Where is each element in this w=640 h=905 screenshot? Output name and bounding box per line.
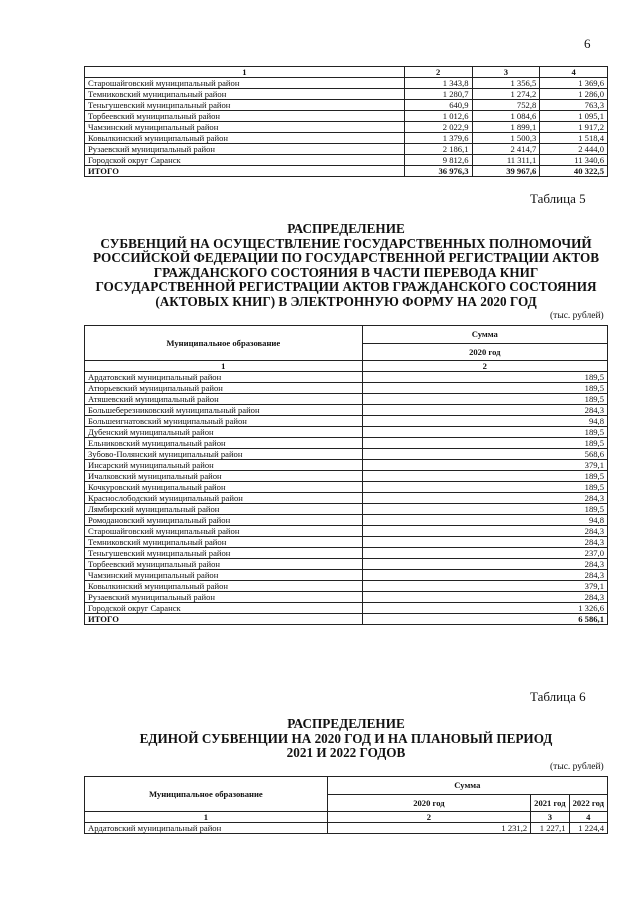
table5-heading-line: (АКТОВЫХ КНИГ) В ЭЛЕКТРОННУЮ ФОРМУ НА 2020 ГОД xyxy=(155,293,537,309)
amount-cell: 640,9 xyxy=(404,100,472,111)
amount-cell: 284,3 xyxy=(362,570,607,581)
table-row xyxy=(85,144,608,155)
amount-cell: 284,3 xyxy=(362,405,607,416)
municipality-name: Лямбирский муниципальный район xyxy=(85,504,363,515)
page-number: 6 xyxy=(584,36,591,51)
total-row xyxy=(85,614,608,625)
table-row xyxy=(85,427,608,438)
table5-col-year: 2020 год xyxy=(362,343,607,361)
table-row xyxy=(85,471,608,482)
municipality-name: Инсарский муниципальный район xyxy=(85,460,363,471)
table-row xyxy=(85,372,608,383)
table-row xyxy=(85,515,608,526)
municipality-name: Атяшевский муниципальный район xyxy=(85,394,363,405)
amount-cell: 2 022,9 xyxy=(404,122,472,133)
table6-col-num: 2 xyxy=(327,812,530,823)
amount-cell: 1 343,8 xyxy=(404,78,472,89)
municipality-name: Ардатовский муниципальный район xyxy=(85,372,363,383)
amount-cell: 9 812,6 xyxy=(404,155,472,166)
table5-heading-line: РОССИЙСКОЙ ФЕДЕРАЦИИ ПО ГОСУДАРСТВЕННОЙ РЕГИСТРАЦИИ АКТОВ xyxy=(92,250,600,266)
table5-heading xyxy=(84,222,608,310)
amount-cell: 189,5 xyxy=(362,471,607,482)
table-row xyxy=(85,460,608,471)
continuation-table xyxy=(84,66,608,177)
table5-label: Таблица 5 xyxy=(530,191,586,206)
amount-cell: 1 379,6 xyxy=(404,133,472,144)
municipality-name: Рузаевский муниципальный район xyxy=(85,144,405,155)
amount-cell: 94,8 xyxy=(362,416,607,427)
table-row xyxy=(85,100,608,111)
municipality-name: Краснослободский муниципальный район xyxy=(85,493,363,504)
table-row xyxy=(85,581,608,592)
municipality-name: Торбеевский муниципальный район xyxy=(85,559,363,570)
table-row xyxy=(85,526,608,537)
amount-cell: 284,3 xyxy=(362,526,607,537)
amount-cell: 1 518,4 xyxy=(540,133,608,144)
amount-cell: 189,5 xyxy=(362,427,607,438)
amount-cell: 1 012,6 xyxy=(404,111,472,122)
table5-col-municipality: Муниципальное образование xyxy=(85,326,363,361)
municipality-name: Ельниковский муниципальный район xyxy=(85,438,363,449)
table5-heading-line: ГОСУДАРСТВЕННОЙ РЕГИСТРАЦИИ АКТОВ ГРАЖДАНСКОГО СОСТОЯНИЯ xyxy=(95,279,597,295)
municipality-name: Большеигнатовский муниципальный район xyxy=(85,416,363,427)
table5-heading-line: РАСПРЕДЕЛЕНИЕ xyxy=(287,221,405,236)
amount-cell: 1 356,5 xyxy=(472,78,540,89)
table5-col-sum: Сумма xyxy=(362,326,607,344)
amount-cell: 189,5 xyxy=(362,482,607,493)
table5-heading-line: СУБВЕНЦИЙ НА ОСУЩЕСТВЛЕНИЕ ГОСУДАРСТВЕННЫХ ПОЛНОМОЧИЙ xyxy=(100,235,592,251)
table-row xyxy=(85,482,608,493)
amount-cell: 568,6 xyxy=(362,449,607,460)
table-row xyxy=(85,537,608,548)
table-row xyxy=(85,416,608,427)
amount-cell: 1 274,2 xyxy=(472,89,540,100)
municipality-name: Чамзинский муниципальный район xyxy=(85,570,363,581)
table-row xyxy=(85,570,608,581)
table6 xyxy=(84,776,608,834)
amount-cell: 379,1 xyxy=(362,460,607,471)
table6-heading-line: ЕДИНОЙ СУБВЕНЦИИ НА 2020 ГОД И НА ПЛАНОВЫЙ ПЕРИОД xyxy=(139,730,553,746)
total-label: ИТОГО xyxy=(85,614,363,625)
municipality-name: Ковылкинский муниципальный район xyxy=(85,581,363,592)
table-row xyxy=(85,493,608,504)
municipality-name: Зубово-Полянский муниципальный район xyxy=(85,449,363,460)
table5 xyxy=(84,325,608,625)
table-row xyxy=(85,122,608,133)
table-row xyxy=(85,823,608,834)
column-number: 3 xyxy=(472,67,540,78)
total-amount: 36 976,3 xyxy=(404,166,472,177)
total-amount: 39 967,6 xyxy=(472,166,540,177)
table6-heading-line: РАСПРЕДЕЛЕНИЕ xyxy=(287,716,405,731)
amount-cell: 189,5 xyxy=(362,438,607,449)
amount-cell: 763,3 xyxy=(540,100,608,111)
amount-cell: 1 084,6 xyxy=(472,111,540,122)
amount-cell: 94,8 xyxy=(362,515,607,526)
table-row xyxy=(85,78,608,89)
total-row xyxy=(85,166,608,177)
municipality-name: Большеберезниковский муниципальный район xyxy=(85,405,363,416)
column-number: 4 xyxy=(540,67,608,78)
table5-col-num: 1 xyxy=(85,361,363,372)
total-label: ИТОГО xyxy=(85,166,405,177)
amount-cell: 1 369,6 xyxy=(540,78,608,89)
table-row xyxy=(85,383,608,394)
municipality-name: Ковылкинский муниципальный район xyxy=(85,133,405,144)
table5-heading-line: ГРАЖДАНСКОГО СОСТОЯНИЯ В ЧАСТИ ПЕРЕВОДА КНИГ xyxy=(153,264,539,280)
table-row xyxy=(85,155,608,166)
amount-cell: 1 326,6 xyxy=(362,603,607,614)
table6-col-num: 3 xyxy=(531,812,569,823)
amount-cell: 284,3 xyxy=(362,493,607,504)
table6-col-num: 1 xyxy=(85,812,328,823)
table-row xyxy=(85,89,608,100)
municipality-name: Кочкуровский муниципальный район xyxy=(85,482,363,493)
municipality-name: Теньгушевский муниципальный район xyxy=(85,548,363,559)
table-row xyxy=(85,504,608,515)
amount-cell: 284,3 xyxy=(362,592,607,603)
municipality-name: Городской округ Саранск xyxy=(85,155,405,166)
amount-cell: 1 899,1 xyxy=(472,122,540,133)
municipality-name: Старошайговский муниципальный район xyxy=(85,526,363,537)
table-header-row xyxy=(85,67,608,78)
amount-cell: 237,0 xyxy=(362,548,607,559)
table5-unit: (тыс. рублей) xyxy=(550,311,604,321)
column-number: 1 xyxy=(85,67,405,78)
table6-col-sum: Сумма xyxy=(327,777,607,795)
municipality-name: Дубенский муниципальный район xyxy=(85,427,363,438)
amount-cell: 284,3 xyxy=(362,559,607,570)
municipality-name: Рузаевский муниципальный район xyxy=(85,592,363,603)
amount-cell: 1 500,3 xyxy=(472,133,540,144)
amount-cell: 284,3 xyxy=(362,537,607,548)
table-row xyxy=(85,592,608,603)
amount-cell: 11 340,6 xyxy=(540,155,608,166)
municipality-name: Ичалковский муниципальный район xyxy=(85,471,363,482)
column-number: 2 xyxy=(404,67,472,78)
table6-unit: (тыс. рублей) xyxy=(550,762,604,772)
amount-cell: 1 224,4 xyxy=(569,823,607,834)
amount-cell: 1 917,2 xyxy=(540,122,608,133)
municipality-name: Торбеевский муниципальный район xyxy=(85,111,405,122)
municipality-name: Старошайговский муниципальный район xyxy=(85,78,405,89)
table6-label: Таблица 6 xyxy=(530,689,586,704)
municipality-name: Темниковский муниципальный район xyxy=(85,537,363,548)
municipality-name: Городской округ Саранск xyxy=(85,603,363,614)
table-row xyxy=(85,603,608,614)
amount-cell: 379,1 xyxy=(362,581,607,592)
amount-cell: 2 444,0 xyxy=(540,144,608,155)
amount-cell: 189,5 xyxy=(362,394,607,405)
amount-cell: 2 414,7 xyxy=(472,144,540,155)
table6-col-num: 4 xyxy=(569,812,607,823)
total-amount: 6 586,1 xyxy=(362,614,607,625)
amount-cell: 1 286,0 xyxy=(540,89,608,100)
table-row xyxy=(85,438,608,449)
amount-cell: 1 227,1 xyxy=(531,823,569,834)
amount-cell: 189,5 xyxy=(362,504,607,515)
amount-cell: 1 095,1 xyxy=(540,111,608,122)
table5-col-num: 2 xyxy=(362,361,607,372)
table6-heading-line: 2021 И 2022 ГОДОВ xyxy=(286,745,406,761)
amount-cell: 2 186,1 xyxy=(404,144,472,155)
municipality-name: Темниковский муниципальный район xyxy=(85,89,405,100)
amount-cell: 11 311,1 xyxy=(472,155,540,166)
table6-heading xyxy=(84,717,608,761)
table-row xyxy=(85,405,608,416)
total-amount: 40 322,5 xyxy=(540,166,608,177)
amount-cell: 1 280,7 xyxy=(404,89,472,100)
table-row xyxy=(85,449,608,460)
table-row xyxy=(85,559,608,570)
municipality-name: Ардатовский муниципальный район xyxy=(85,823,328,834)
table-row xyxy=(85,548,608,559)
amount-cell: 189,5 xyxy=(362,372,607,383)
municipality-name: Чамзинский муниципальный район xyxy=(85,122,405,133)
municipality-name: Атюрьевский муниципальный район xyxy=(85,383,363,394)
municipality-name: Ромодановский муниципальный район xyxy=(85,515,363,526)
table-row xyxy=(85,133,608,144)
amount-cell: 752,8 xyxy=(472,100,540,111)
table-row xyxy=(85,394,608,405)
table-row xyxy=(85,111,608,122)
municipality-name: Теньгушевский муниципальный район xyxy=(85,100,405,111)
table6-col-year: 2022 год xyxy=(569,794,607,812)
amount-cell: 1 231,2 xyxy=(327,823,530,834)
table6-col-year: 2021 год xyxy=(531,794,569,812)
table6-col-municipality: Муниципальное образование xyxy=(85,777,328,812)
table6-col-year: 2020 год xyxy=(327,794,530,812)
amount-cell: 189,5 xyxy=(362,383,607,394)
